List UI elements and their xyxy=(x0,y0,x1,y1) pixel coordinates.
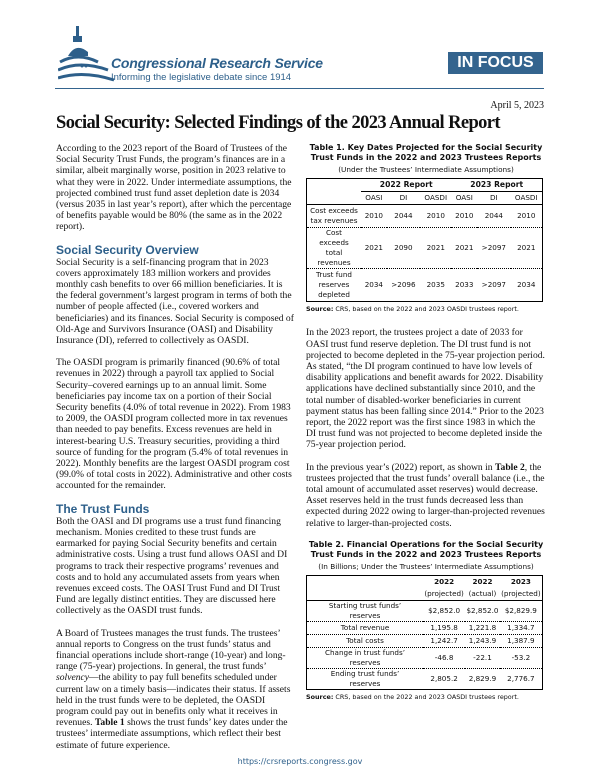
page-title: Social Security: Selected Findings of the 2023 Annual Report xyxy=(56,113,500,133)
org-name: Congressional Research Service xyxy=(111,55,323,71)
depletion-paragraph: In the 2023 report, the trustees project a date of 2033 for OASI trust fund reserve depletion. The DI trust fund is not projected to become depleted in the 75-year projection period. As stated, “the DI program continued to have low levels of disability applications and benefit awards for 2022. Disability applications have declined substantially since 2010, and the total number of disabled-worker beneficiaries in current payment status has been falling since 2014.” Prior to the 2023 report, the 2022 report was the first since 1983 in which the DI trust fund was not projected to become depleted inside the 75-year projection period. xyxy=(306,327,545,451)
table-row: Starting trust funds’ reserves $2,852.0 $2,852.0 $2,829.9 xyxy=(307,601,543,622)
column-header: OASI xyxy=(361,192,387,205)
table-row: Total revenue 1,195.8 1,221.8 1,334.7 xyxy=(307,622,543,635)
trust-paragraph-2: A Board of Trustees manages the trust funds. The trustees’ annual reports to Congress on the trust funds’ status and financial operations include short-range (10-year) and long-range (75-year) projections. In general, the trust funds’ solvency—the ability to pay full benefits scheduled under current law on a timely basis—indicates their status. If assets held in the trust funds were to be depleted, the OASDI program could pay out in benefits only what it receives in revenues. Table 1 shows the trust funds’ key dates under the trustees’ intermediate assumptions, which reflect their best estimate of future experience. xyxy=(56,627,291,751)
table-2-financial-operations xyxy=(306,575,543,690)
section-heading-trust-funds: The Trust Funds xyxy=(56,501,150,516)
column-header: DI xyxy=(387,192,420,205)
table-1-reference: Table 1 xyxy=(94,717,125,729)
table-2-source: Source: CRS, based on the 2022 and 2023 OASDI trustees report. xyxy=(306,693,519,702)
page-header xyxy=(0,0,600,95)
overview-paragraph-2: The OASDI program is primarily financed (90.6% of total revenues in 2022) through a payroll tax applied to Social Security–covered earnings up to an annual limit. Some beneficiaries pay income tax on a portion of their Social Security benefits (4.0% of total revenue in 2022). From 1983 to 2009, the OASDI program collected more in tax revenues than needed to pay benefits. Excess revenues are held in interest-bearing U.S. Treasury securities, providing a third source of funding for the program (5.4% of total revenues in 2022). Monthly benefits are the largest OASDI program cost (99.0% of total costs in 2022). Administrative and other costs accounted for the remainder. xyxy=(56,357,292,492)
header-divider xyxy=(55,88,544,89)
table-row: Ending trust funds’ reserves 2,805.2 2,829.9 2,776.7 xyxy=(330,669,535,689)
footer-url-link[interactable]: https://crsreports.congress.gov xyxy=(237,757,363,766)
column-header: 2022 xyxy=(434,577,455,587)
table-row: Change in trust funds’ reserves -46.8 -22.1 -53.2 xyxy=(307,648,543,669)
table-row: Cost exceeds tax revenues 2010 2044 2010 2010 2044 2010 xyxy=(307,205,543,228)
column-header: 2023 xyxy=(510,577,531,587)
table-row: Cost exceeds total revenues 2021 2090 2021 2021 >2097 2021 xyxy=(307,228,543,269)
column-header: DI xyxy=(477,192,510,205)
table-1-subtitle: (Under the Trustees’ Intermediate Assumptions) xyxy=(338,165,514,174)
section-heading-overview: Social Security Overview xyxy=(56,242,199,257)
table-1-key-dates xyxy=(306,178,543,302)
trust-paragraph-1: Both the OASI and DI programs use a trust fund financing mechanism. Monies credited to these trust funds are earmarked for paying Social Security benefits and certain administrative costs. Using a trust fund allows OASI and DI programs to track their respective programs’ revenues and costs and to hold any accumulated assets from years when revenues exceed costs. The OASI Trust Fund and DI Trust Fund are legally distinct entities. They are discussed here collectively as the OASDI trust funds. xyxy=(56,515,288,617)
table-row: Total costs 1,242.7 1,243.9 1,387.9 xyxy=(307,635,543,648)
publication-date: April 5, 2023 xyxy=(490,100,544,111)
group-header: 2023 Report xyxy=(451,179,542,192)
column-header: OASDI xyxy=(420,192,451,205)
column-header: OASDI xyxy=(511,192,543,205)
table-row: Trust fund reserves depleted 2034 >2096 2035 2033 >2097 2034 xyxy=(316,270,536,300)
solvency-term: solvency xyxy=(56,672,90,684)
column-subheader: (projected) xyxy=(500,588,543,601)
capitol-dome-logo-icon xyxy=(58,24,118,82)
in-focus-badge: IN FOCUS xyxy=(448,52,543,74)
overview-paragraph-1: Social Security is a self-financing program that in 2023 covers approximately 183 million workers and provides monthly cash benefits to over 66 million beneficiaries. It is the federal government’s largest program in terms of both the number of people affected (i.e., covered workers and beneficiaries) and its finances. Social Security is composed of Old-Age and Survivors Insurance (OASI) and Disability Insurance (DI), referred to collectively as OASDI. xyxy=(56,256,294,347)
org-tagline: Informing the legislative debate since 1914 xyxy=(111,72,292,83)
column-header: 2022 xyxy=(472,577,493,587)
intro-paragraph: According to the 2023 report of the Board of Trustees of the Social Security Trust Funds, the program’s finances are in a similar, albeit marginally worse, position in 2023 relative to what they were in 2022. Under intermediate assumptions, the projected combined trust fund asset depletion date is 2034 (versus 2035 in last year’s report), after which the percentage of benefits payable would be 80% (the same as in the 2022 report). xyxy=(56,143,292,233)
column-subheader: (projected) xyxy=(423,588,465,601)
right-column xyxy=(306,143,546,715)
table-2-reference: Table 2 xyxy=(495,461,525,473)
group-header: 2022 Report xyxy=(361,179,451,192)
column-header: OASI xyxy=(451,192,477,205)
balance-paragraph: In the previous year’s (2022) report, as shown in Table 2, the trustees projected that the trust funds’ overall balance (i.e., the total amount of accumulated asset reserves) would decrease. Asset reserves held in the trust funds decreased less than expected during 2022 owing to larger-than-projected revenues relative to larger-than-projected costs. xyxy=(306,461,545,529)
column-subheader: (actual) xyxy=(465,588,500,601)
table-1-caption: Table 1. Key Dates Projected for the Social Security Trust Funds in the 2022 and 2023 Trustees Reports xyxy=(309,143,543,162)
table-2-caption: Table 2. Financial Operations for the Social Security Trust Funds in the 2022 and 2023 Trustees Reports xyxy=(308,539,544,559)
table-2-subtitle: (In Billions; Under the Trustees’ Intermediate Assumptions) xyxy=(318,561,534,571)
left-column xyxy=(56,143,296,762)
table-1-source: Source: CRS, based on the 2022 and 2023 OASDI trustees report. xyxy=(306,305,519,314)
